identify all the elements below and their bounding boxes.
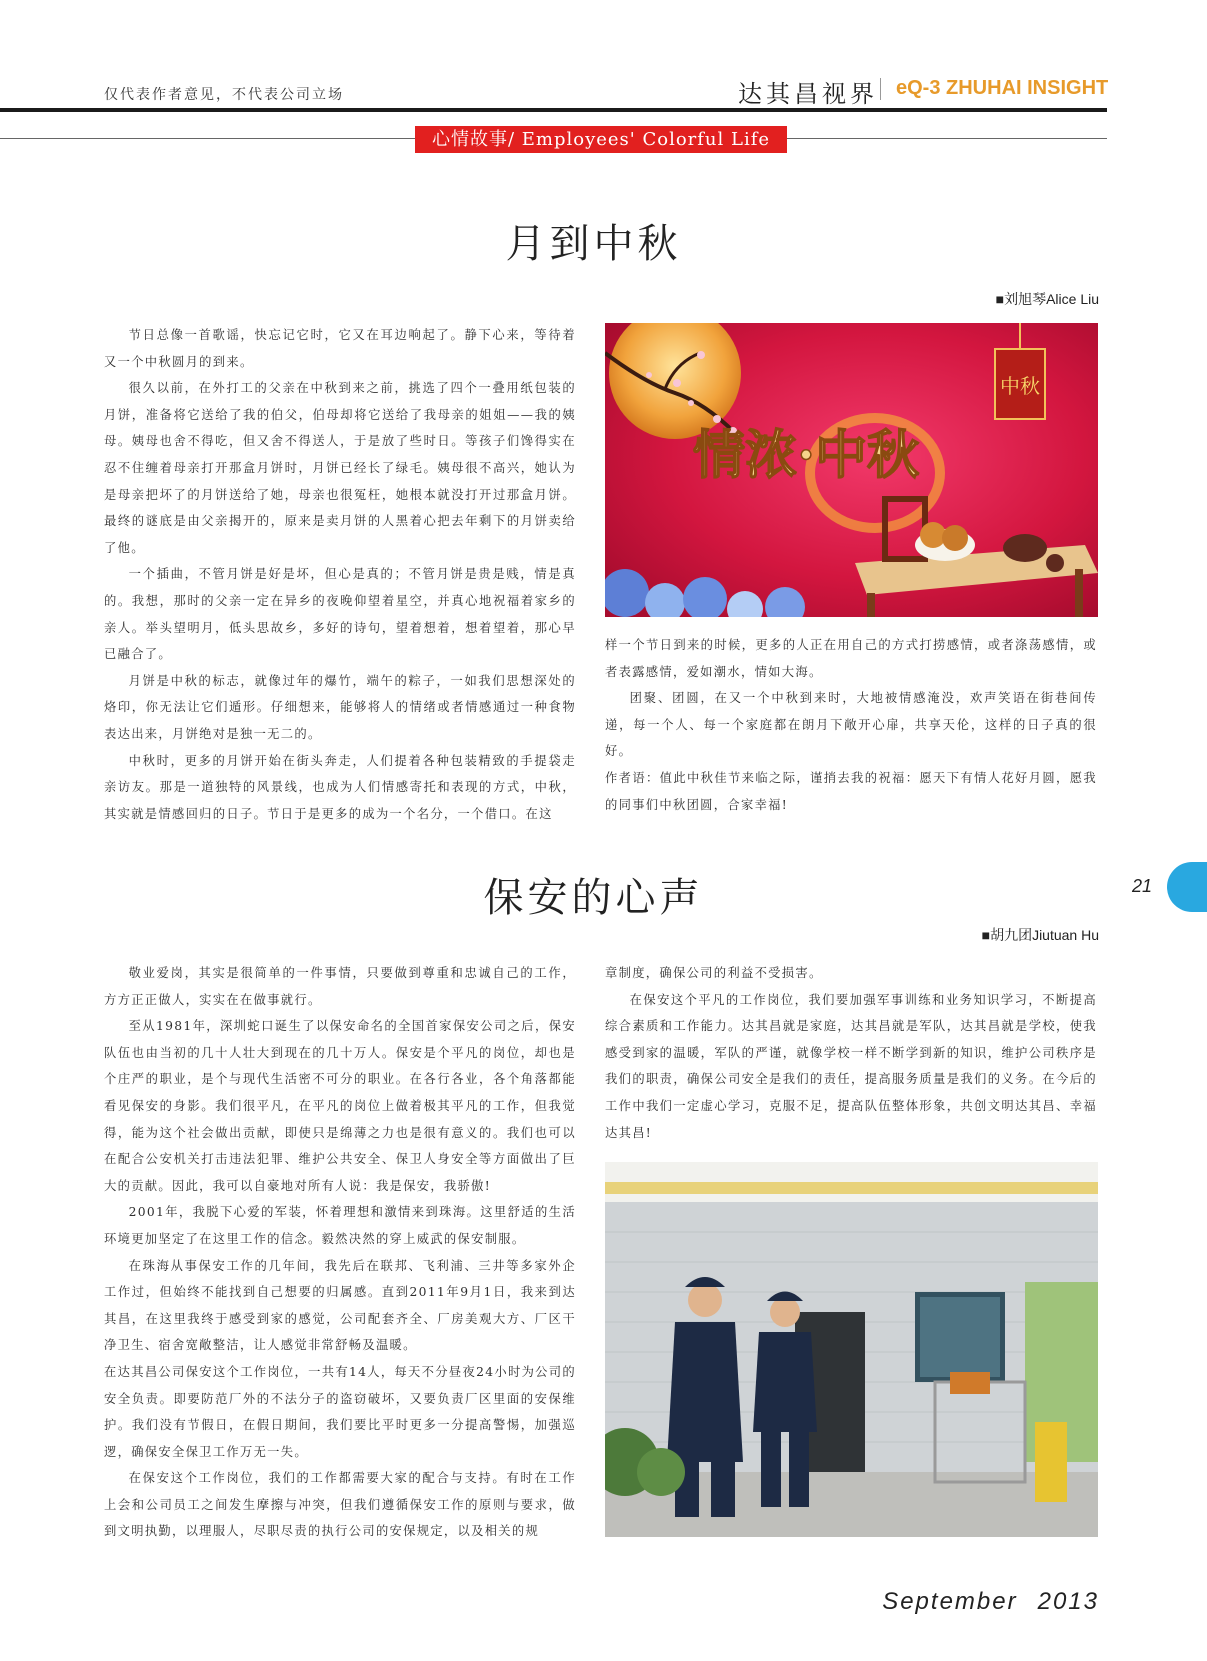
paragraph: 一个插曲，不管月饼是好是坏，但心是真的；不管月饼是贵是贱，情是真的。我想，那时的父亲一定在异乡的夜晚仰望着星空，并真心地祝福着家乡的亲人。举头望明月，低头思故乡，多好的诗句，望着想着，想着望着，那心早已融合了。 (104, 567, 576, 662)
paragraph: 很久以前，在外打工的父亲在中秋到来之前，挑选了四个一叠用纸包装的月饼，准备将它送给了我的伯父，伯母却将它送给了我母亲的姐姐——我的姨母。姨母也舍不得吃，但又舍不得送人，于是放了些时日。等孩子们馋得实在忍不住缠着母亲打开那盒月饼时，月饼已经长了绿毛。姨母很不高兴，她认为是母亲把坏了的月饼送给了她，母亲也很冤枉，她根本就没打开过那盒月饼。最终的谜底是由父亲揭开的，原来是卖月饼的人黑着心把去年剩下的月饼卖给了他。 (104, 381, 576, 555)
paragraph: 在达其昌公司保安这个工作岗位，一共有14人，每天不分昼夜24小时为公司的安全负责。即要防范厂外的不法分子的盗窃破坏，又要负责厂区里面的安保维护。我们没有节假日，在假日期间，我们要比平时更多一分提高警惕，加强巡逻，确保安全保卫工作万无一失。 (104, 1364, 576, 1459)
issue-date (862, 1588, 1099, 1616)
svg-text:中秋: 中秋 (1000, 374, 1040, 398)
paragraph: 节日总像一首歌谣，快忘记它时，它又在耳边响起了。静下心来，等待着又一个中秋圆月的到来。 (104, 328, 576, 369)
security-guards-photo (605, 1162, 1098, 1537)
paragraph: 样一个节日到来的时候，更多的人正在用自己的方式打捞感情，或者涤荡感情，或者表露感情，爱如潮水，情如大海。 (605, 638, 1097, 679)
article2-title: 保安的心声 (483, 875, 704, 921)
article1-column-left (104, 322, 576, 827)
header-brand-english: eQ-3 ZHUHAI INSIGHT (896, 77, 1109, 99)
article2-column-left (104, 960, 576, 1545)
header-disclaimer: 仅代表作者意见，不代表公司立场 (104, 87, 344, 103)
paragraph: 章制度，确保公司的利益不受损害。 (605, 966, 823, 980)
paragraph: 在保安这个平凡的工作岗位，我们要加强军事训练和业务知识学习，不断提高综合素质和工作能力。达其昌就是家庭，达其昌就是军队，达其昌就是学校，使我感受到家的温暖，军队的严谨，就像学校一样不断学到新的知识，维护公司秩序是我们的职责，确保公司安全是我们的责任，提高服务质量是我们的义务。在今后的工作中我们一定虚心学习，克服不足，提高队伍整体形象，共创文明达其昌、幸福达其昌! (605, 992, 1097, 1140)
mid-autumn-illustration (605, 323, 1098, 617)
author-note: 作者语：值此中秋佳节来临之际，谨捎去我的祝福：愿天下有情人花好月圆，愿我的同事们中秋团圆，合家幸福! (605, 770, 1097, 812)
header-rule (0, 108, 1107, 112)
issue-month: September (882, 1588, 1018, 1615)
paragraph: 团聚、团圆，在又一个中秋到来时，大地被情感淹没，欢声笑语在街巷间传递，每一个人、每一个家庭都在朗月下敞开心扉，共享天伦，这样的日子真的很好。 (605, 691, 1097, 759)
article2-byline: ■胡九团Jiutuan Hu (981, 927, 1099, 943)
header-brand: 达其昌视界 (738, 80, 878, 108)
paragraph: 在保安这个工作岗位，我们的工作都需要大家的配合与支持。有时在工作上会和公司员工之间发生摩擦与冲突，但我们遵循保安工作的原则与要求，做到文明执勤，以理服人，尽职尽责的执行公司的安保规定，以及相关的规 (104, 1471, 576, 1539)
paragraph: 中秋时，更多的月饼开始在街头奔走，人们提着各种包装精致的手提袋走亲访友。那是一道独特的风景线，也成为人们情感寄托和表现的方式，中秋，其实就是情感回归的日子。节日于是更多的成为一个名分，一个借口。在这 (104, 753, 576, 821)
paragraph: 敬业爱岗，其实是很简单的一件事情，只要做到尊重和忠诚自己的工作，方方正正做人，实实在在做事就行。 (104, 966, 576, 1007)
issue-year: 2013 (1037, 1588, 1099, 1615)
section-tag: 心情故事/ Employees' Colorful Life (415, 126, 787, 153)
header-separator (880, 78, 881, 100)
paragraph: 至从1981年，深圳蛇口诞生了以保安命名的全国首家保安公司之后，保安队伍也由当初的几十人壮大到现在的几十万人。保安是个平凡的岗位，却也是个庄严的职业，是个与现代生活密不可分的职业。在各行各业，各个角落都能看见保安的身影。我们很平凡，在平凡的岗位上做着极其平凡的工作，但我觉得，能为这个社会做出贡献，即使只是绵薄之力也是很有意义的。我们也可以在配合公安机关打击违法犯罪、维护公共安全、保卫人身安全等方面做出了巨大的贡献。因此，我可以自豪地对所有人说：我是保安，我骄傲! (104, 1019, 576, 1193)
paragraph: 月饼是中秋的标志，就像过年的爆竹，端午的粽子，一如我们思想深处的烙印，你无法让它们遁形。仔细想来，能够将人的情绪或者情感通过一种食物表达出来，月饼绝对是独一无二的。 (104, 673, 576, 741)
illustration-title: 情浓·中秋 (693, 425, 920, 486)
article1-title: 月到中秋 (505, 221, 682, 267)
page-number: 21 (1132, 876, 1153, 896)
article2-column-right (605, 960, 1097, 1146)
article1-byline: ■刘旭琴Alice Liu (995, 291, 1099, 307)
article1-column-right (605, 632, 1097, 818)
paragraph: 2001年，我脱下心爱的军装，怀着理想和激情来到珠海。这里舒适的生活环境更加坚定了在这里工作的信念。毅然决然的穿上威武的保安制服。 (104, 1205, 576, 1246)
paragraph: 在珠海从事保安工作的几年间，我先后在联邦、飞利浦、三井等多家外企工作过，但始终不能找到自己想要的归属感。直到2011年9月1日，我来到达其昌，在这里我终于感受到家的感觉，公司配套齐全、厂房美观大方、厂区干净卫生、宿舍宽敞整洁，让人感觉非常舒畅及温暖。 (104, 1258, 576, 1353)
